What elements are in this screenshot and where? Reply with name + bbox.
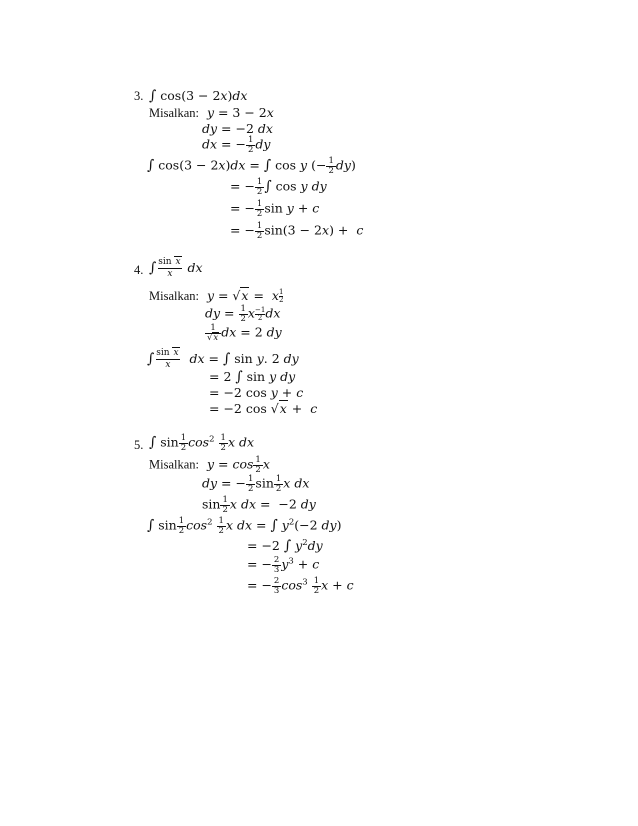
problem-5-number: 5.: [134, 438, 144, 452]
problem-4-substitution-dy: dy = $\frac{1}{2}$ x $\frac{-1}{2}$ dx: [205, 304, 281, 324]
problem-4-substitution-dx: $\frac{1}{√x}$ dx = 2 dy: [207, 323, 282, 343]
problem-3-step-3: = − $\frac{1}{2}$ sin y + c: [230, 199, 320, 219]
problem-3-substitution-dx: dx = − $\frac{1}{2}$ dy: [202, 135, 271, 155]
problem-5-step-1: ∫ sin $\frac{1}{2}$ $\cos^2$ $\frac{1}{2}$ x dx = ∫ $y^2(-2$ dy): [147, 516, 342, 536]
problem-4-sub-label: Misalkan:: [149, 289, 199, 303]
problem-5-integrand: ∫ sin $\frac{1}{2}$ $\cos^2$ $\frac{1}{2}$ x dx: [149, 433, 255, 453]
problem-5-step-4: = − $\frac{2}{3}$ $\cos^3$ $\frac{1}{2}$ x + c: [247, 576, 354, 596]
problem-3-number: 3.: [134, 89, 144, 103]
problem-3-substitution-y: Misalkan: y = 3 − 2x: [149, 105, 274, 120]
problem-4-number: 4.: [134, 263, 144, 277]
problem-5-substitution-dy: dy = − $\frac{1}{2}$ sin $\frac{1}{2}$ x dx: [202, 474, 310, 494]
problem-4-step-4: = −2 cos √x + c: [209, 401, 318, 416]
problem-4-integrand: ∫ $\frac{\text{sin x}}{x}$ dx: [149, 257, 203, 279]
problem-3-integrand: ∫ cos(3 − 2x)dx: [149, 88, 248, 104]
problem-5-substitution-dx: sin $\frac{1}{2}$ x dx = −2 dy: [202, 495, 316, 515]
problem-5-sub-label: Misalkan:: [149, 457, 199, 472]
problem-3-step-4: = − $\frac{1}{2}$ sin(3 − 2x) + c: [230, 221, 364, 241]
problem-3-sub-label: Misalkan:: [149, 106, 199, 120]
problem-3-substitution-dy: dy = −2 dx: [202, 121, 273, 136]
problem-4-step-3: = −2 cos y + c: [209, 385, 304, 400]
problem-5-step-2: = −2 ∫ $y^2dy$: [247, 537, 323, 554]
problem-4-step-2: = 2 ∫ sin y dy: [209, 369, 296, 385]
problem-5-substitution-y: Misalkan: y = cos $\frac{1}{2}$ x: [149, 455, 270, 475]
problem-4-step-1: ∫ $\frac{\text{sin x}}{x}$ dx = ∫ sin y. 2 dy: [147, 348, 299, 370]
problem-5-step-3: = − $\frac{2}{3}$ $y^3 + c$: [247, 555, 320, 575]
problem-3-step-2: = − $\frac{1}{2}$ ∫ cos y dy: [230, 177, 327, 197]
problem-3-step-1: ∫ cos(3 − 2x)dx = ∫ cos y (− $\frac{1}{2}$ dy): [147, 156, 356, 176]
problem-4-substitution-y: Misalkan: y = √x = x $\frac{1}{2}$: [149, 288, 284, 304]
